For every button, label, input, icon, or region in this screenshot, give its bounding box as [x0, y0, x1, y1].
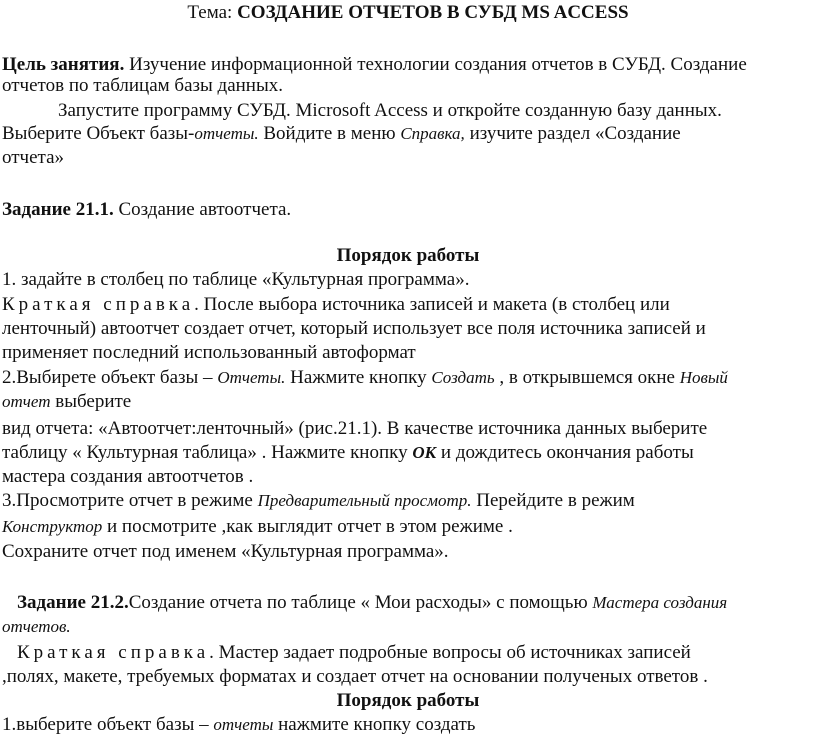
- task1-step2-line-4: [2, 441, 694, 465]
- step2-reports-italic: Отчеты.: [217, 368, 286, 387]
- task2-order-heading: [0, 689, 816, 713]
- task1-step2-line-5: мастера создания автоотчетов .: [2, 466, 254, 487]
- task1-step4: Сохраните отчет под именем «Культурная программа».: [2, 541, 449, 562]
- task2-label: Задание 21.2.: [17, 592, 129, 613]
- step2-text-l: и дождитесь окончания работы: [436, 442, 694, 463]
- task1-step3-line-1: [2, 489, 635, 513]
- intro-objects-italic: отчеты.: [194, 124, 259, 143]
- task2-step1-text-a: 1.выберите объект базы –: [2, 714, 214, 735]
- goal-text-1: Изучение информационной технологии создания отчетов в СУБД. Создание: [124, 54, 747, 75]
- intro-text-a: Выберите Объект базы-: [2, 123, 195, 144]
- intro-text-e: изучите раздел «Создание: [464, 123, 681, 144]
- step2-text-j: таблицу « Культурная таблица» . Нажмите кнопку: [2, 442, 413, 463]
- step2-ok-bold-italic: ОК: [412, 443, 437, 462]
- task1-text: Создание автоотчета.: [113, 199, 292, 220]
- task2-wizard-italic-2: отчетов.: [2, 617, 71, 636]
- task1-step3-line-2: [2, 515, 513, 539]
- intro-text-c: Войдите в меню: [258, 123, 401, 144]
- step2-text-a: 2.Выбирете объект базы –: [2, 367, 218, 388]
- task1-ref-text-1: . После выбора источника записей и макета (в столбец или: [194, 294, 670, 315]
- task2-step1: [2, 713, 475, 737]
- step2-text-h: выберите: [50, 391, 132, 412]
- step2-new-italic: Новый: [679, 368, 728, 387]
- intro-line-1: Запустите программу СУБД. Microsoft Access и откройте созданную базу данных.: [58, 100, 722, 121]
- task1-order-heading: [0, 244, 816, 268]
- page-title: [0, 1, 816, 25]
- task2-wizard-italic: Мастера создания: [592, 593, 728, 612]
- step3-text-c: Перейдите в режим: [471, 490, 635, 511]
- task1-label: Задание 21.1.: [2, 199, 114, 220]
- task2-heading-line-1: [17, 591, 727, 615]
- step2-text-e: , в открывшемся окне: [494, 367, 680, 388]
- title-prefix: Тема:: [187, 2, 238, 23]
- task1-step2-line-3: вид отчета: «Автоотчет:ленточный» (рис.21.1). В качестве источника данных выберите: [2, 418, 708, 439]
- task2-step1-reports-italic: отчеты: [213, 715, 274, 734]
- step3-text-e: и посмотрите ,как выглядит отчет в этом режиме .: [102, 516, 513, 537]
- task1-order-text: Порядок работы: [336, 245, 480, 266]
- task1-ref-line-2: ленточный) автоотчет создает отчет, который использует все поля источника записей и: [2, 318, 706, 339]
- task1-step2-line-2: [2, 390, 131, 414]
- task2-ref-text-1: . Мастер задает подробные вопросы об источниках записей: [209, 642, 691, 663]
- task1-ref-line-1: [2, 293, 670, 317]
- step2-create-italic: Создать: [431, 368, 495, 387]
- task1-ref-label: Краткая справка: [2, 294, 195, 315]
- task2-ref-line-2: ,полях, макете, требуемых форматах и создает отчет на основании полученых ответов .: [2, 666, 708, 687]
- step3-text-a: 3.Просмотрите отчет в режиме: [2, 490, 258, 511]
- step2-report-italic: отчет: [2, 392, 51, 411]
- step2-text-c: Нажмите кнопку: [285, 367, 432, 388]
- task1-heading: [2, 198, 291, 222]
- task2-text: Создание отчета по таблице « Мои расходы» с помощью: [128, 592, 593, 613]
- goal-line-2: отчетов по таблицам базы данных.: [2, 75, 283, 96]
- step3-designer-italic: Конструктор: [2, 517, 103, 536]
- task2-ref-line-1: [17, 641, 691, 665]
- task1-step2-line-1: [2, 366, 728, 390]
- task1-step1: 1. задайте в столбец по таблице «Культурная программа».: [2, 269, 470, 290]
- title-main: СОЗДАНИЕ ОТЧЕТОВ В СУБД MS ACCESS: [237, 2, 629, 23]
- task2-step1-text-c: нажмите кнопку создать: [273, 714, 476, 735]
- intro-line-2: [2, 122, 681, 146]
- step3-preview-italic: Предварительный просмотр.: [257, 491, 472, 510]
- intro-help-italic: Справка,: [400, 124, 465, 143]
- task2-ref-label: Краткая справка: [17, 642, 210, 663]
- goal-label: Цель занятия.: [2, 54, 125, 75]
- intro-line-3: отчета»: [2, 147, 65, 168]
- task2-order-text: Порядок работы: [336, 690, 480, 711]
- task2-heading-line-2: [2, 615, 71, 639]
- task1-ref-line-3: применяет последний использованный автоформат: [2, 342, 416, 363]
